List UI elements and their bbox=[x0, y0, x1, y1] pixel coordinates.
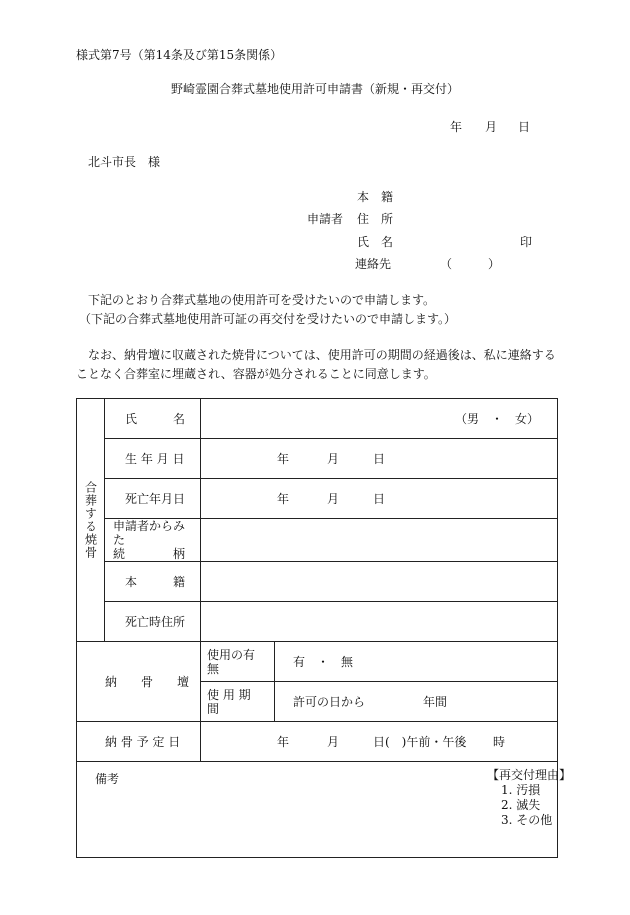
applicant-contact-paren: （ ） bbox=[440, 257, 501, 271]
table-row bbox=[77, 642, 558, 682]
date-year: 年 bbox=[450, 120, 463, 134]
applicant-address-label: 住 所 bbox=[357, 212, 394, 226]
reissue-reason-item[interactable]: 1. 汚損 bbox=[501, 783, 541, 797]
relationship-label-a: 続 bbox=[113, 547, 126, 561]
seal-mark: 印 bbox=[520, 235, 533, 249]
page-title: 野崎霊園合葬式墓地使用許可申請書（新規・再交付） bbox=[170, 82, 460, 96]
death-date-label: 死亡年月日 bbox=[105, 479, 201, 519]
death-year-unit: 年 bbox=[277, 491, 290, 506]
death-date-field[interactable] bbox=[201, 479, 558, 519]
death-address-label: 死亡時住所 bbox=[105, 602, 201, 642]
application-table bbox=[76, 398, 572, 858]
usage-choice[interactable]: 有 ・ 無 bbox=[293, 654, 354, 669]
table-row bbox=[77, 399, 558, 439]
scheduled-day-ampm: 日( )午前・午後 bbox=[373, 734, 467, 749]
birth-year-unit: 年 bbox=[277, 451, 290, 466]
usage-field[interactable] bbox=[275, 642, 558, 682]
form-number: 様式第7号（第14条及び第15条関係） bbox=[76, 48, 283, 62]
consent-line-2: ことなく合葬室に埋蔵され、容器が処分されることに同意します。 bbox=[76, 367, 436, 381]
reissue-reason-title: 【再交付理由】 bbox=[487, 768, 572, 782]
nokotsudan-label: 納 骨 壇 bbox=[77, 642, 201, 722]
period-from-text: 許可の日から bbox=[293, 694, 366, 709]
table-row bbox=[77, 562, 558, 602]
birth-month-unit: 月 bbox=[327, 451, 340, 466]
consent-line-1: なお、納骨壇に収蔵された焼骨については、使用許可の期間の経過後は、私に連絡する bbox=[88, 348, 556, 362]
scheduled-month-unit: 月 bbox=[327, 734, 340, 749]
section-label-text: 合葬する焼骨 bbox=[83, 481, 98, 559]
gender-choice[interactable]: （男 ・ 女） bbox=[455, 411, 540, 426]
period-label: 使 用 期 間 bbox=[201, 682, 275, 722]
date-day: 日 bbox=[518, 120, 531, 134]
table-row bbox=[77, 722, 558, 762]
applicant-contact-label: 連絡先 bbox=[355, 257, 392, 271]
applicant-honseki-label: 本 籍 bbox=[357, 190, 394, 204]
notes-field[interactable] bbox=[77, 762, 572, 858]
reissue-reason-block bbox=[487, 768, 630, 828]
deceased-name-field[interactable] bbox=[201, 399, 558, 439]
notes-label: 備考 bbox=[95, 772, 120, 786]
scheduled-date-field[interactable] bbox=[201, 722, 558, 762]
birth-date-field[interactable] bbox=[201, 439, 558, 479]
relationship-label-line2 bbox=[113, 547, 185, 561]
table-row bbox=[77, 439, 558, 479]
reissue-reason-item[interactable]: 3. その他 bbox=[501, 813, 553, 827]
applicant-label: 申請者 bbox=[307, 212, 344, 226]
reissue-request-line: （下記の合葬式墓地使用許可証の再交付を受けたいので申請します。） bbox=[79, 312, 457, 326]
applicant-name-label: 氏 名 bbox=[357, 235, 394, 249]
birth-date-label: 生 年 月 日 bbox=[105, 439, 201, 479]
death-day-unit: 日 bbox=[373, 491, 386, 506]
relationship-label-b: 柄 bbox=[172, 547, 185, 561]
scheduled-year-unit: 年 bbox=[277, 734, 290, 749]
usage-label: 使用の有無 bbox=[201, 642, 275, 682]
deceased-name-label: 氏 名 bbox=[105, 399, 201, 439]
death-address-field[interactable] bbox=[201, 602, 558, 642]
table-row bbox=[77, 762, 558, 858]
deceased-honseki-label: 本 籍 bbox=[105, 562, 201, 602]
addressee: 北斗市長 様 bbox=[88, 155, 161, 169]
deceased-honseki-field[interactable] bbox=[201, 562, 558, 602]
scheduled-hour-unit: 時 bbox=[493, 734, 506, 749]
birth-day-unit: 日 bbox=[373, 451, 386, 466]
table-row bbox=[77, 602, 558, 642]
request-line: 下記のとおり合葬式墓地の使用許可を受けたいので申請します。 bbox=[88, 293, 436, 307]
relationship-field[interactable] bbox=[201, 519, 558, 562]
date-month: 月 bbox=[485, 120, 498, 134]
period-years-unit: 年間 bbox=[423, 694, 448, 709]
scheduled-date-label: 納 骨 予 定 日 bbox=[77, 722, 201, 762]
relationship-label-line1: 申請者からみた bbox=[113, 519, 186, 547]
cremated-remains-section-label bbox=[77, 399, 105, 642]
relationship-label bbox=[105, 519, 201, 562]
table-row bbox=[77, 519, 558, 562]
reissue-reason-item[interactable]: 2. 滅失 bbox=[501, 798, 541, 812]
period-field[interactable] bbox=[275, 682, 558, 722]
death-month-unit: 月 bbox=[327, 491, 340, 506]
table-row bbox=[77, 479, 558, 519]
